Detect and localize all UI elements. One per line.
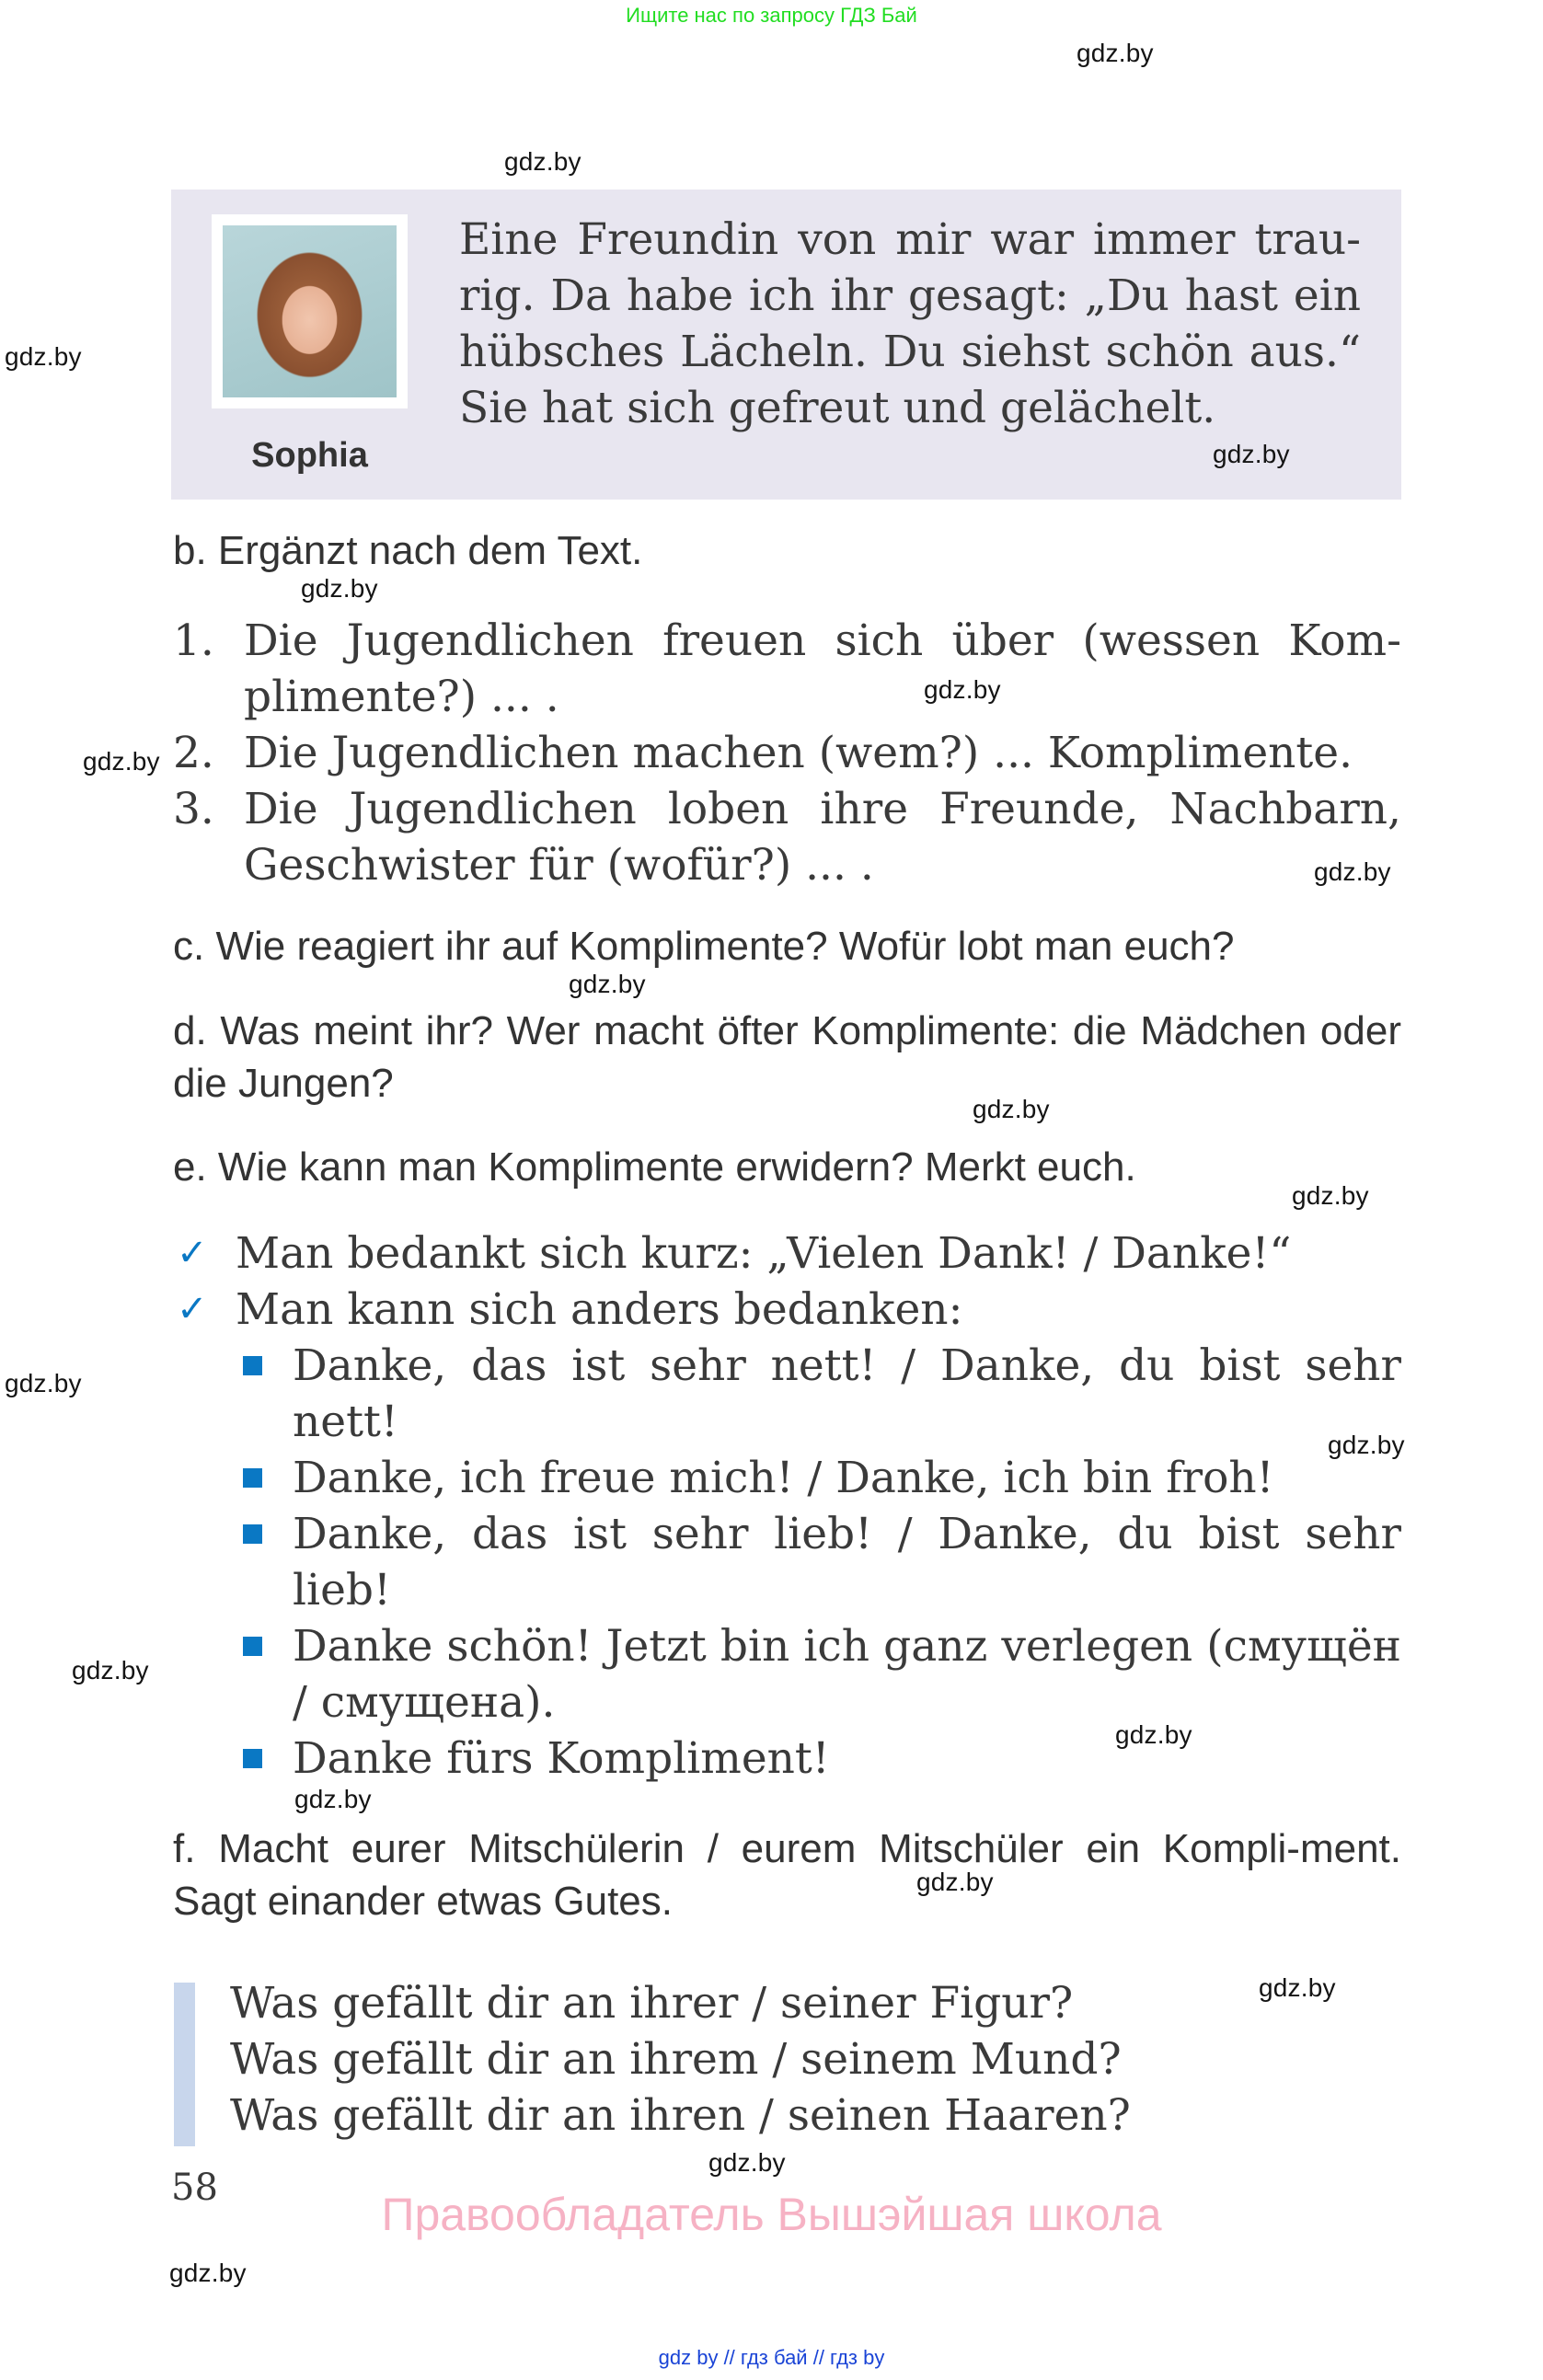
- bullet-text: Danke, das ist sehr lieb! / Danke, du bist sehr lieb!: [293, 1509, 1401, 1615]
- watermark: gdz.by: [924, 675, 1001, 704]
- watermark: gdz.by: [973, 1095, 1050, 1123]
- footer-links[interactable]: gdz by // гдз бай // гдз by: [658, 2346, 885, 2369]
- square-bullet-icon: [243, 1356, 262, 1375]
- checkmark-icon: ✓: [177, 1288, 208, 1330]
- square-bullet-icon: [243, 1468, 262, 1488]
- list-item: [173, 613, 1401, 725]
- item-number: 3.: [173, 784, 214, 834]
- watermark: gdz.by: [708, 2148, 786, 2177]
- bullet-item: [243, 1618, 1401, 1730]
- list-item: [173, 781, 1401, 893]
- check-item: [173, 1225, 1401, 1282]
- item-number: 1.: [173, 615, 214, 666]
- portrait-photo-icon: [223, 225, 397, 397]
- bullet-text: Danke, ich freue mich! / Danke, ich bin froh!: [293, 1453, 1274, 1503]
- watermark: gdz.by: [1077, 39, 1154, 67]
- bullet-item: [243, 1450, 1401, 1506]
- bullet-item: [243, 1730, 1401, 1787]
- page-number: 58: [171, 2167, 218, 2209]
- phrase-line: Was gefällt dir an ihren / seinen Haaren?: [230, 2090, 1131, 2141]
- watermark: gdz.by: [301, 574, 378, 603]
- task-d-heading: d. Was meint ihr? Wer macht öfter Komplimente: die Mädchen oder die Jungen?: [173, 1008, 1401, 1106]
- person-name: Sophia: [251, 436, 368, 475]
- square-bullet-icon: [243, 1524, 262, 1544]
- accent-bar: [174, 1983, 195, 2146]
- watermark: gdz.by: [504, 147, 582, 176]
- bullet-text: Danke schön! Jetzt bin ich ganz verlegen (смущён / смущена).: [293, 1621, 1401, 1728]
- task-b-heading: b. Ergänzt nach dem Text.: [173, 528, 643, 573]
- watermark: gdz.by: [1213, 440, 1290, 468]
- phrase-line: Was gefällt dir an ihrer / seiner Figur?: [230, 1978, 1074, 2029]
- list-item: [173, 725, 1401, 781]
- watermark: gdz.by: [72, 1656, 149, 1684]
- quote-text: Eine Freundin von mir war immer trau-rig. Da habe ich ihr gesagt: „Du hast ein hübsches Lächeln. Du siehst schön aus.“ Sie hat sich gefreut und gelächelt.: [459, 214, 1361, 433]
- watermark: gdz.by: [5, 342, 82, 371]
- square-bullet-icon: [243, 1637, 262, 1656]
- item-number: 2.: [173, 728, 214, 778]
- bullet-text: Danke fürs Kompliment!: [293, 1733, 830, 1784]
- task-f-heading: f. Macht eurer Mitschülerin / eurem Mitschüler ein Kompli-ment. Sagt einander etwas Gutes.: [173, 1826, 1401, 1924]
- reply-phrases-list: [243, 1338, 1401, 1787]
- watermark: gdz.by: [1259, 1973, 1336, 2002]
- bullet-text: Danke, das ist sehr nett! / Danke, du bist sehr nett!: [293, 1340, 1401, 1447]
- bullet-item: [243, 1338, 1401, 1450]
- watermark: gdz.by: [294, 1785, 372, 1813]
- task-e-heading: e. Wie kann man Komplimente erwidern? Merkt euch.: [173, 1144, 1136, 1190]
- item-text: Die Jugendlichen loben ihre Freunde, Nachbarn, Geschwister für (wofür?) ... .: [244, 784, 1401, 891]
- watermark: gdz.by: [916, 1868, 994, 1896]
- watermark: gdz.by: [83, 747, 160, 776]
- check-text: Man bedankt sich kurz: „Vielen Dank! / Danke!“: [236, 1228, 1292, 1279]
- check-item: [173, 1282, 1401, 1338]
- reply-checklist: [173, 1225, 1401, 1338]
- watermark: gdz.by: [1292, 1181, 1369, 1210]
- bullet-item: [243, 1506, 1401, 1618]
- watermark: gdz.by: [1328, 1431, 1405, 1459]
- check-text: Man kann sich anders bedanken:: [236, 1284, 963, 1335]
- watermark: gdz.by: [5, 1369, 82, 1397]
- phrase-line: Was gefällt dir an ihrem / seinem Mund?: [230, 2034, 1122, 2085]
- watermark: gdz.by: [1314, 857, 1391, 886]
- task-b-list: [173, 613, 1401, 893]
- watermark: gdz.by: [569, 970, 646, 998]
- task-c-heading: c. Wie reagiert ihr auf Komplimente? Wofür lobt man euch?: [173, 924, 1235, 969]
- item-text: Die Jugendlichen freuen sich über (wessen Kom-plimente?) ... .: [244, 615, 1401, 722]
- item-text: Die Jugendlichen machen (wem?) ... Komplimente.: [244, 728, 1353, 778]
- search-banner: Ищите нас по запросу ГДЗ Бай: [626, 4, 917, 27]
- copyright-notice: Правообладатель Вышэйшая школа: [381, 2189, 1162, 2240]
- watermark: gdz.by: [169, 2259, 247, 2287]
- watermark: gdz.by: [1115, 1720, 1192, 1749]
- square-bullet-icon: [243, 1749, 262, 1768]
- checkmark-icon: ✓: [177, 1232, 208, 1274]
- photo-frame: [212, 214, 408, 408]
